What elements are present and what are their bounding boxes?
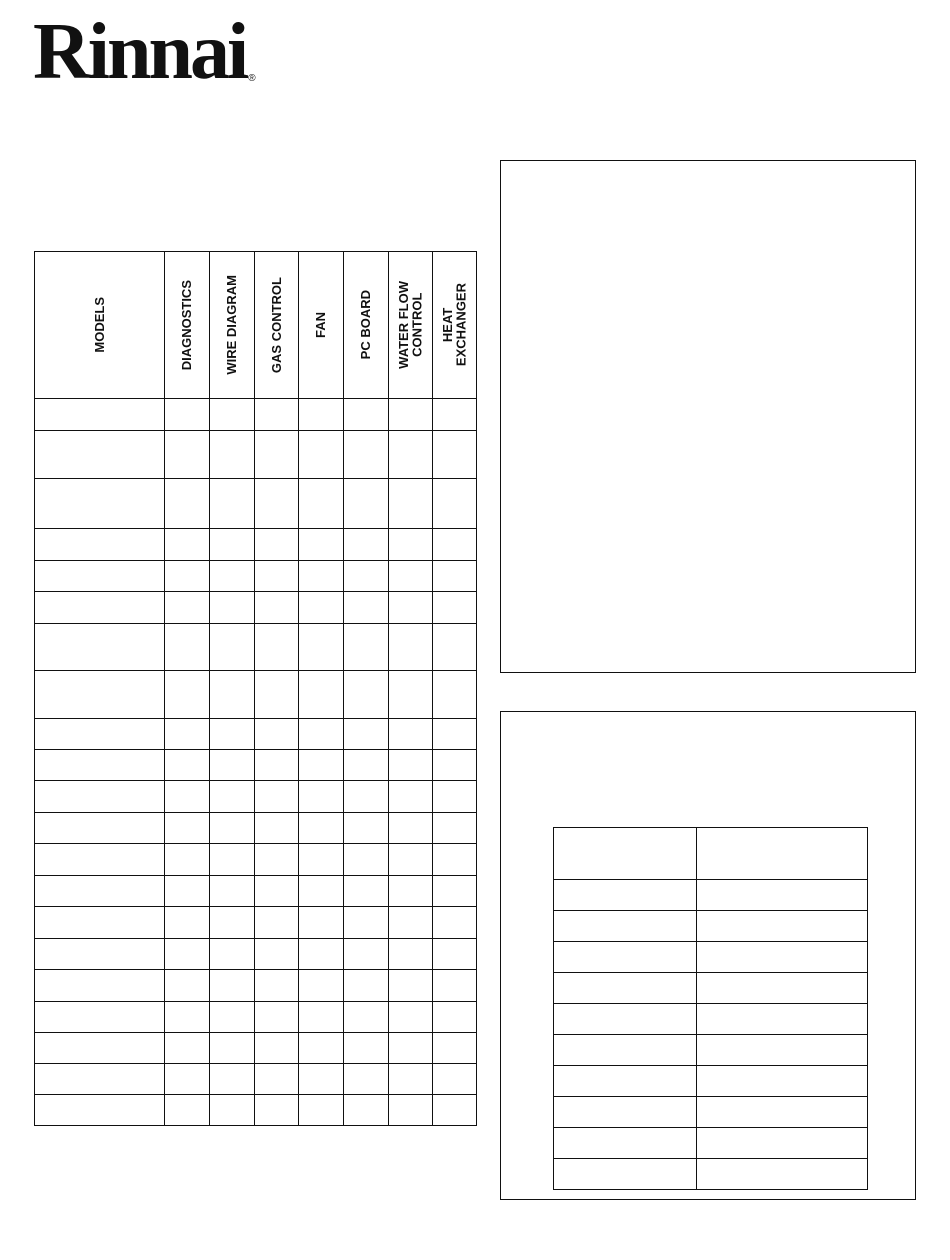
table-row xyxy=(35,671,477,719)
table-row xyxy=(35,876,477,907)
table-cell xyxy=(35,939,165,970)
header-fan: FAN xyxy=(299,252,344,399)
table-row xyxy=(554,911,868,942)
table-cell xyxy=(35,399,165,431)
table-cell xyxy=(389,1033,433,1064)
table-cell xyxy=(554,973,697,1004)
table-cell xyxy=(35,592,165,624)
table-cell xyxy=(255,939,299,970)
table-cell xyxy=(433,876,477,907)
table-cell xyxy=(299,624,344,671)
table-cell xyxy=(299,750,344,781)
table-cell xyxy=(210,399,255,431)
table-cell xyxy=(35,1033,165,1064)
table-cell xyxy=(433,1033,477,1064)
table-cell xyxy=(255,719,299,750)
table-cell xyxy=(255,876,299,907)
table-cell xyxy=(697,1066,868,1097)
table-cell xyxy=(344,624,389,671)
table-cell xyxy=(210,529,255,561)
table-cell xyxy=(35,671,165,719)
table-row xyxy=(35,479,477,529)
table-cell xyxy=(210,719,255,750)
table-cell xyxy=(165,671,210,719)
table-cell xyxy=(255,907,299,939)
table-row xyxy=(35,781,477,813)
table-cell xyxy=(389,1095,433,1126)
table-cell xyxy=(389,719,433,750)
header-models: MODELS xyxy=(35,252,165,399)
table-cell xyxy=(344,844,389,876)
table-cell xyxy=(389,844,433,876)
table-cell xyxy=(389,813,433,844)
table-row xyxy=(554,1066,868,1097)
table-row xyxy=(554,1004,868,1035)
table-cell xyxy=(697,1128,868,1159)
table-row xyxy=(554,1035,868,1066)
table-cell xyxy=(299,399,344,431)
table-cell xyxy=(344,939,389,970)
table-row xyxy=(554,828,868,880)
table-cell xyxy=(344,431,389,479)
table-cell xyxy=(697,1097,868,1128)
table-cell xyxy=(35,431,165,479)
table-cell xyxy=(165,1064,210,1095)
table-cell xyxy=(433,750,477,781)
table-cell xyxy=(697,828,868,880)
table-cell xyxy=(210,844,255,876)
table-cell xyxy=(344,561,389,592)
table-cell xyxy=(389,399,433,431)
table-cell xyxy=(433,431,477,479)
table-cell xyxy=(344,970,389,1002)
table-cell xyxy=(35,624,165,671)
table-cell xyxy=(389,1064,433,1095)
table-row xyxy=(35,624,477,671)
table-row xyxy=(35,750,477,781)
table-cell xyxy=(210,939,255,970)
table-cell xyxy=(299,813,344,844)
table-cell xyxy=(389,592,433,624)
table-cell xyxy=(344,719,389,750)
table-cell xyxy=(210,813,255,844)
table-cell xyxy=(210,561,255,592)
table-row xyxy=(35,939,477,970)
table-cell xyxy=(255,431,299,479)
table-cell xyxy=(165,1033,210,1064)
table-cell xyxy=(433,719,477,750)
table-cell xyxy=(389,479,433,529)
table-cell xyxy=(299,561,344,592)
table-cell xyxy=(255,1033,299,1064)
table-cell xyxy=(165,1002,210,1033)
table-cell xyxy=(433,907,477,939)
table-cell xyxy=(165,624,210,671)
table-cell xyxy=(389,907,433,939)
table-row xyxy=(35,529,477,561)
table-cell xyxy=(299,939,344,970)
table-cell xyxy=(165,399,210,431)
registered-mark: ® xyxy=(248,73,256,84)
table-cell xyxy=(165,561,210,592)
table-cell xyxy=(255,1095,299,1126)
header-heat-exchanger: HEAT EXCHANGER xyxy=(433,252,477,399)
table-cell xyxy=(697,942,868,973)
table-cell xyxy=(554,1128,697,1159)
table-cell xyxy=(697,1159,868,1190)
table-cell xyxy=(210,907,255,939)
header-water-flow-control: WATER FLOW CONTROL xyxy=(389,252,433,399)
table-cell xyxy=(389,781,433,813)
table-cell xyxy=(299,592,344,624)
table-cell xyxy=(165,844,210,876)
table-cell xyxy=(299,1064,344,1095)
table-cell xyxy=(35,970,165,1002)
table-cell xyxy=(433,624,477,671)
table-cell xyxy=(165,781,210,813)
table-cell xyxy=(433,939,477,970)
table-cell xyxy=(389,671,433,719)
table-cell xyxy=(554,942,697,973)
table-cell xyxy=(210,781,255,813)
table-cell xyxy=(165,970,210,1002)
table-cell xyxy=(35,813,165,844)
info-panel xyxy=(500,160,916,673)
table-row xyxy=(35,592,477,624)
table-row xyxy=(35,1002,477,1033)
parts-table-body xyxy=(35,399,477,1126)
table-cell xyxy=(344,592,389,624)
table-cell xyxy=(433,671,477,719)
table-cell xyxy=(35,1002,165,1033)
table-cell xyxy=(210,431,255,479)
table-cell xyxy=(255,561,299,592)
table-cell xyxy=(35,876,165,907)
parts-table-header xyxy=(35,252,477,399)
rinnai-logo xyxy=(33,2,256,96)
table-cell xyxy=(697,880,868,911)
table-cell xyxy=(433,592,477,624)
table-cell xyxy=(299,876,344,907)
table-cell xyxy=(389,970,433,1002)
table-cell xyxy=(389,529,433,561)
table-cell xyxy=(210,970,255,1002)
table-cell xyxy=(35,844,165,876)
table-cell xyxy=(255,529,299,561)
table-row xyxy=(35,1095,477,1126)
reference-panel xyxy=(500,711,916,1200)
brand-name: Rinnai xyxy=(33,8,247,96)
table-cell xyxy=(554,1004,697,1035)
table-cell xyxy=(255,592,299,624)
table-cell xyxy=(697,973,868,1004)
table-row xyxy=(554,880,868,911)
table-cell xyxy=(255,479,299,529)
table-row xyxy=(35,1064,477,1095)
table-cell xyxy=(554,1035,697,1066)
table-cell xyxy=(165,939,210,970)
table-cell xyxy=(433,1002,477,1033)
header-wire-diagram: WIRE DIAGRAM xyxy=(210,252,255,399)
table-cell xyxy=(344,907,389,939)
table-cell xyxy=(255,750,299,781)
table-cell xyxy=(35,1064,165,1095)
table-cell xyxy=(35,529,165,561)
table-cell xyxy=(299,844,344,876)
table-cell xyxy=(433,1064,477,1095)
table-cell xyxy=(389,939,433,970)
table-cell xyxy=(299,431,344,479)
table-cell xyxy=(344,1002,389,1033)
table-row xyxy=(35,1033,477,1064)
table-cell xyxy=(255,624,299,671)
table-cell xyxy=(210,750,255,781)
table-cell xyxy=(255,844,299,876)
table-cell xyxy=(165,431,210,479)
table-cell xyxy=(35,907,165,939)
table-cell xyxy=(165,876,210,907)
table-cell xyxy=(255,970,299,1002)
table-cell xyxy=(165,750,210,781)
table-cell xyxy=(255,1064,299,1095)
table-cell xyxy=(433,1095,477,1126)
table-cell xyxy=(554,828,697,880)
table-cell xyxy=(35,1095,165,1126)
table-cell xyxy=(165,479,210,529)
table-cell xyxy=(433,479,477,529)
table-cell xyxy=(344,750,389,781)
table-cell xyxy=(389,561,433,592)
table-cell xyxy=(344,781,389,813)
table-cell xyxy=(299,781,344,813)
table-cell xyxy=(165,592,210,624)
table-cell xyxy=(165,813,210,844)
table-cell xyxy=(389,750,433,781)
table-cell xyxy=(697,1004,868,1035)
header-diagnostics: DIAGNOSTICS xyxy=(165,252,210,399)
reference-table xyxy=(553,827,868,1190)
table-cell xyxy=(554,880,697,911)
table-cell xyxy=(389,1002,433,1033)
table-row xyxy=(35,431,477,479)
table-cell xyxy=(299,1095,344,1126)
table-row xyxy=(554,973,868,1004)
table-cell xyxy=(344,1095,389,1126)
table-cell xyxy=(433,844,477,876)
table-row xyxy=(35,399,477,431)
table-row xyxy=(35,719,477,750)
table-cell xyxy=(389,624,433,671)
table-cell xyxy=(554,1066,697,1097)
table-cell xyxy=(35,750,165,781)
table-cell xyxy=(255,1002,299,1033)
table-cell xyxy=(299,719,344,750)
table-cell xyxy=(255,399,299,431)
table-cell xyxy=(344,1033,389,1064)
table-cell xyxy=(389,431,433,479)
table-cell xyxy=(35,781,165,813)
table-cell xyxy=(433,813,477,844)
table-cell xyxy=(344,479,389,529)
table-cell xyxy=(299,671,344,719)
table-cell xyxy=(433,399,477,431)
table-cell xyxy=(299,529,344,561)
table-cell xyxy=(35,479,165,529)
table-cell xyxy=(433,561,477,592)
table-cell xyxy=(255,671,299,719)
parts-table xyxy=(34,251,477,1126)
table-cell xyxy=(554,911,697,942)
table-cell xyxy=(389,876,433,907)
table-row xyxy=(35,844,477,876)
table-cell xyxy=(165,719,210,750)
table-row xyxy=(554,1128,868,1159)
table-row xyxy=(35,970,477,1002)
table-cell xyxy=(344,671,389,719)
table-cell xyxy=(697,1035,868,1066)
table-cell xyxy=(344,813,389,844)
table-cell xyxy=(255,781,299,813)
header-pc-board: PC BOARD xyxy=(344,252,389,399)
table-row xyxy=(554,1097,868,1128)
table-cell xyxy=(697,911,868,942)
table-cell xyxy=(433,529,477,561)
table-row xyxy=(554,942,868,973)
table-cell xyxy=(210,624,255,671)
table-cell xyxy=(344,1064,389,1095)
table-cell xyxy=(35,561,165,592)
table-cell xyxy=(299,1002,344,1033)
header-gas-control: GAS CONTROL xyxy=(255,252,299,399)
table-cell xyxy=(210,1064,255,1095)
table-cell xyxy=(165,907,210,939)
table-cell xyxy=(210,479,255,529)
table-cell xyxy=(433,970,477,1002)
table-row xyxy=(35,813,477,844)
table-cell xyxy=(210,671,255,719)
table-row xyxy=(35,561,477,592)
table-cell xyxy=(299,907,344,939)
table-cell xyxy=(210,592,255,624)
table-cell xyxy=(165,1095,210,1126)
table-row xyxy=(35,907,477,939)
table-cell xyxy=(210,1002,255,1033)
table-cell xyxy=(554,1159,697,1190)
table-cell xyxy=(210,876,255,907)
table-cell xyxy=(344,399,389,431)
table-cell xyxy=(344,876,389,907)
table-cell xyxy=(433,781,477,813)
table-cell xyxy=(210,1095,255,1126)
table-cell xyxy=(299,970,344,1002)
table-cell xyxy=(165,529,210,561)
table-cell xyxy=(255,813,299,844)
table-row xyxy=(554,1159,868,1190)
table-cell xyxy=(344,529,389,561)
table-cell xyxy=(35,719,165,750)
table-cell xyxy=(299,479,344,529)
table-cell xyxy=(210,1033,255,1064)
table-cell xyxy=(299,1033,344,1064)
table-cell xyxy=(554,1097,697,1128)
